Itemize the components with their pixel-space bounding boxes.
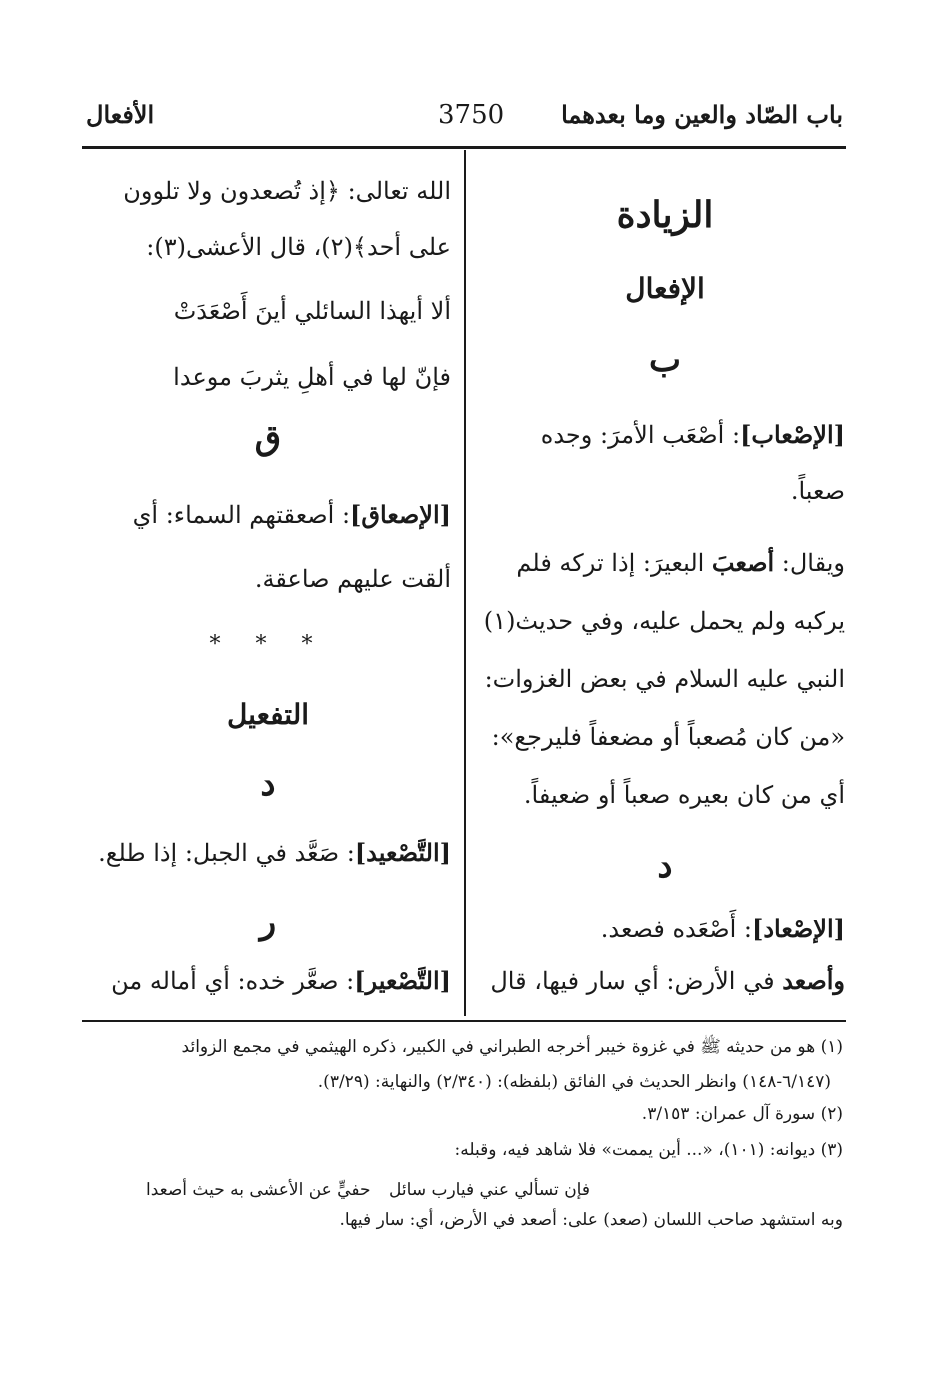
- subsection-heading: التفعيل: [226, 698, 310, 731]
- verse-line: ألا أيهذا السائلي أينَ أَصْعَدَتْ: [173, 297, 451, 325]
- entry-term: [الإصْعاب]: [740, 420, 845, 449]
- section-divider-stars: * * *: [209, 632, 327, 657]
- running-header-section: الأفعال: [86, 100, 155, 129]
- entry-text: : صَعَّد في الجبل: إذا طلع.: [98, 839, 355, 867]
- footnote-verse-second-hemistich: حفيٍّ عن الأعشى به حيث أصعدا: [146, 1180, 371, 1200]
- column-separator: [464, 150, 466, 1016]
- footnote-3: (٣) ديوانه: (١٠١)، «... أين يممت» فلا شاهد فيه، وقبله:: [454, 1140, 843, 1160]
- footnote-4: وبه استشهد صاحب اللسان (صعد) على: أصعد في الأرض، أي: سار فيها.: [339, 1210, 843, 1230]
- entry-text: : صعَّر خده: أي أماله من: [111, 967, 355, 995]
- letter-heading-b: ب: [648, 340, 681, 380]
- page-number: 3750: [438, 100, 505, 130]
- footnote-1: (١) هو من حديثه ﷺ في غزوة خيبر أخرجه الطبراني في الكبير، ذكره الهيثمي في مجمع الزوائد: [181, 1037, 843, 1057]
- footnote-1-cont: (٦/١٤٧-١٤٨) وانظر الحديث في الفائق (بلفظه): (٢/٣٤٠) والنهاية: (٣/٢٩).: [317, 1072, 831, 1092]
- entry-line: [601, 914, 845, 944]
- entry-text: : أصْعَب الأمرَ: وجده: [540, 421, 741, 449]
- footnote-2: (٢) سورة آل عمران: ٣/١٥٣.: [641, 1104, 843, 1124]
- letter-heading-d: د: [260, 764, 276, 804]
- entry-line: يركبه ولم يحمل عليه، وفي حديث(١): [483, 607, 845, 635]
- entry-line: [516, 548, 845, 578]
- entry-line: ألقت عليهم صاعقة.: [254, 565, 451, 593]
- subsection-heading: الإفعال: [625, 272, 705, 305]
- entry-line: «من كان مُصعباً أو مضعفاً فليرجع»:: [491, 723, 845, 751]
- entry-line: الله تعالى: ﴿إذ تُصعدون ولا تلوون: [123, 177, 451, 205]
- entry-text: البعيرَ: إذا تركه فلم: [516, 549, 712, 577]
- entry-text: : أصعقتهم السماء: أي: [132, 501, 351, 529]
- letter-heading-q: ق: [254, 418, 282, 458]
- entry-line: [133, 500, 451, 530]
- entry-text: في الأرض: أي سار فيها، قال: [490, 967, 783, 995]
- footnote-verse-first-hemistich: فإن تسألي عني فيارب سائل: [389, 1180, 590, 1200]
- section-heading: الزيادة: [616, 194, 714, 236]
- footnote-rule: [82, 1020, 846, 1022]
- entry-line: [541, 420, 845, 450]
- entry-line: النبي عليه السلام في بعض الغزوات:: [484, 665, 845, 693]
- entry-text: ويقال:: [774, 549, 845, 577]
- entry-term: [الإصعاق]: [350, 500, 451, 529]
- entry-line: [98, 838, 451, 868]
- entry-line: على أحد﴾(٢)، قال الأعشى(٣):: [146, 233, 451, 261]
- entry-term: [التَّصْعير]: [354, 966, 451, 995]
- entry-line: أي من كان بعيره صعباً أو ضعيفاً.: [523, 781, 845, 809]
- entry-term: وأصعد: [782, 966, 845, 995]
- entry-term: أصعبَ: [711, 548, 775, 577]
- entry-term: [التَّصْعيد]: [354, 838, 451, 867]
- header-rule: [82, 146, 846, 149]
- entry-text: : أَصْعَده فصعد.: [600, 915, 752, 943]
- running-header-chapter: باب الصّاد والعين وما بعدهما: [561, 100, 843, 129]
- entry-line: صعباً.: [790, 477, 845, 505]
- entry-line: [111, 966, 451, 996]
- entry-line: [490, 966, 845, 996]
- letter-heading-r: ر: [259, 902, 277, 942]
- letter-heading-d: د: [657, 846, 673, 886]
- entry-term: [الإصْعاد]: [751, 914, 845, 943]
- verse-line: فإنّ لها في أهلِ يثربَ موعدا: [173, 363, 451, 391]
